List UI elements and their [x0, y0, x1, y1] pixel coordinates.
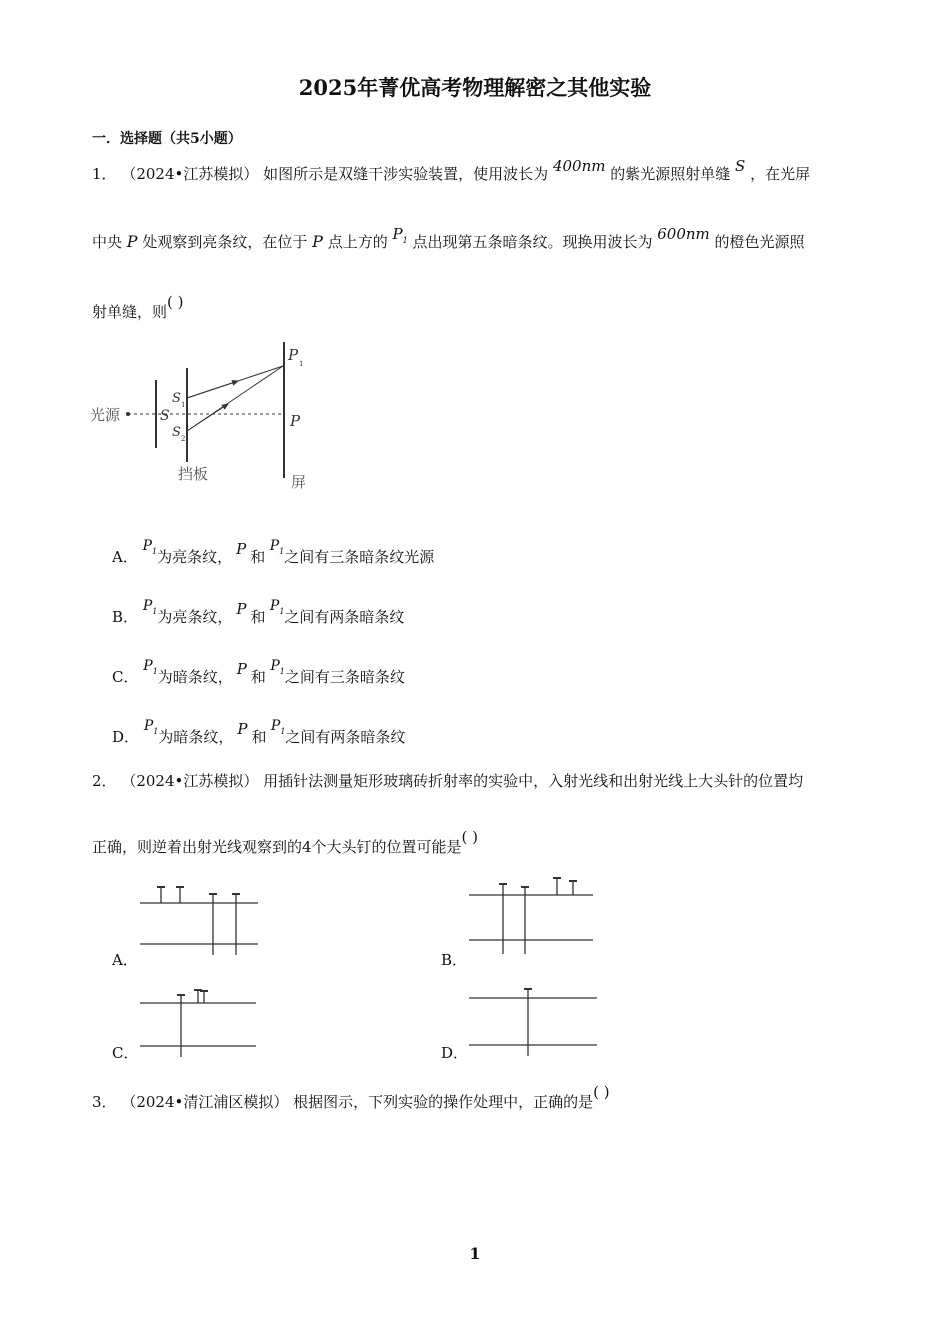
- option-letter: D．: [112, 728, 140, 746]
- screen-label: 屏: [291, 473, 307, 491]
- q1-option-d[interactable]: [112, 718, 406, 750]
- q1-text: 的橙色光源照: [714, 233, 805, 251]
- q1-text: 如图所示是双缝干涉实验装置，使用波长为: [263, 165, 549, 183]
- p1-subscript: 1: [402, 236, 408, 245]
- q1-wavelength-2: 600nm: [657, 225, 710, 243]
- q1-text: 点出现第五条暗条纹。现换用波长为: [412, 233, 653, 251]
- option-p1: $P_1$: [142, 538, 158, 556]
- section-heading: 一．选择题（共5小题）: [92, 131, 242, 147]
- q2-source: （2024•江苏模拟）: [121, 772, 259, 790]
- option-p1: $P_1$: [143, 718, 159, 736]
- q2-option-d-label[interactable]: D．: [441, 1044, 469, 1062]
- point-p-label: P: [290, 412, 301, 430]
- q2-option-a-label[interactable]: A．: [112, 951, 138, 969]
- option-text: 之间有两条暗条纹: [285, 728, 406, 746]
- option-p1: $P_1$: [265, 598, 285, 616]
- q1-text: 点上方的: [327, 233, 388, 251]
- q1-text: 处观察到亮条纹，在位于: [142, 233, 308, 251]
- q1-line-2: [92, 225, 805, 255]
- option-letter: B．: [112, 608, 139, 626]
- option-p: P: [237, 720, 248, 738]
- option-p1: $P_1$: [266, 718, 286, 736]
- q2-option-b-label[interactable]: B．: [441, 951, 468, 969]
- q1-text: ，在光屏: [750, 165, 811, 183]
- q1-line-1: [92, 157, 811, 184]
- option-p: P: [236, 660, 247, 678]
- q2-option-c-label[interactable]: C．: [112, 1044, 139, 1062]
- q1-slit-s: S: [735, 157, 746, 175]
- option-text: 为亮条纹，: [157, 608, 233, 626]
- q2-option-c-figure: [138, 984, 262, 1060]
- option-p1: $P_1$: [265, 538, 285, 556]
- p1-letter: P: [392, 225, 403, 243]
- q1-source: （2024•江苏模拟）: [121, 165, 259, 183]
- answer-bracket: ( ): [593, 1083, 610, 1101]
- slit-s2-label: S: [172, 425, 181, 440]
- q1-text: 中央: [92, 233, 123, 251]
- option-p1: $P_1$: [265, 658, 285, 676]
- q1-point-p1: [392, 225, 407, 243]
- q3-source: （2024•清江浦区模拟）: [121, 1093, 289, 1111]
- q1-wavelength-1: 400nm: [552, 157, 606, 175]
- option-p1: $P_1$: [143, 658, 158, 676]
- option-p1: $P_1$: [142, 598, 158, 616]
- slit-s-label: S: [160, 408, 170, 424]
- option-letter: C．: [112, 668, 139, 686]
- option-text: 之间有三条暗条纹光源: [284, 548, 435, 566]
- q2-option-a-figure: [138, 880, 262, 958]
- ray-s1-arrow: [187, 381, 238, 398]
- option-text: 之间有两条暗条纹: [284, 608, 405, 626]
- baffle-label: 挡板: [178, 465, 209, 483]
- q2-option-d-figure: [467, 984, 601, 1060]
- point-p1-label: P: [288, 346, 299, 364]
- option-p: P: [236, 540, 247, 558]
- q3-line-1: [92, 1083, 610, 1112]
- q2-number: 2．: [92, 772, 117, 790]
- q1-option-a[interactable]: [112, 538, 435, 570]
- q2-line-1: [92, 771, 803, 791]
- option-p: P: [236, 600, 247, 618]
- q1-option-c[interactable]: [112, 658, 405, 690]
- q1-point-p: P: [312, 232, 323, 251]
- page-number: 1: [469, 1244, 481, 1263]
- option-text: 和: [250, 608, 266, 626]
- q1-line-3: [92, 293, 184, 322]
- q1-text: 的紫光源照射单缝: [610, 165, 731, 183]
- q3-number: 3．: [92, 1093, 117, 1111]
- option-text: 为亮条纹，: [157, 548, 233, 566]
- option-text: 为暗条纹，: [157, 668, 233, 686]
- answer-bracket: ( ): [461, 828, 479, 846]
- page-title: 2025年菁优高考物理解密之其他实验: [298, 75, 652, 100]
- option-text: 和: [250, 668, 266, 686]
- q2-text: 用插针法测量矩形玻璃砖折射率的实验中，入射光线和出射光线上大头针的位置均: [263, 772, 804, 790]
- q2-option-b-figure: [467, 872, 597, 960]
- slit-s1-label: S: [172, 391, 181, 406]
- light-source-label: 光源: [90, 406, 121, 424]
- option-text: 之间有三条暗条纹: [284, 668, 405, 686]
- q1-option-b[interactable]: [112, 598, 405, 630]
- slit-s1-subscript: 1: [181, 401, 186, 409]
- q3-text: 根据图示，下列实验的操作处理中，正确的是: [293, 1093, 594, 1111]
- q2-text: 正确，则逆着出射光线观察到的4个大头钉的位置可能是: [92, 838, 462, 856]
- answer-bracket: ( ): [167, 293, 184, 311]
- option-text: 和: [251, 728, 267, 746]
- point-p1-subscript: 1: [299, 360, 304, 368]
- q1-number: 1．: [92, 165, 117, 183]
- option-letter: A．: [112, 548, 138, 566]
- option-text: 和: [250, 548, 266, 566]
- ray-s2-arrow: [187, 404, 228, 431]
- slit-s2-subscript: 2: [181, 435, 186, 443]
- q2-line-2: [92, 828, 479, 857]
- q1-point-p: P: [126, 232, 138, 251]
- q1-text: 射单缝，则: [92, 303, 168, 321]
- double-slit-figure: [88, 340, 328, 495]
- option-text: 为暗条纹，: [158, 728, 234, 746]
